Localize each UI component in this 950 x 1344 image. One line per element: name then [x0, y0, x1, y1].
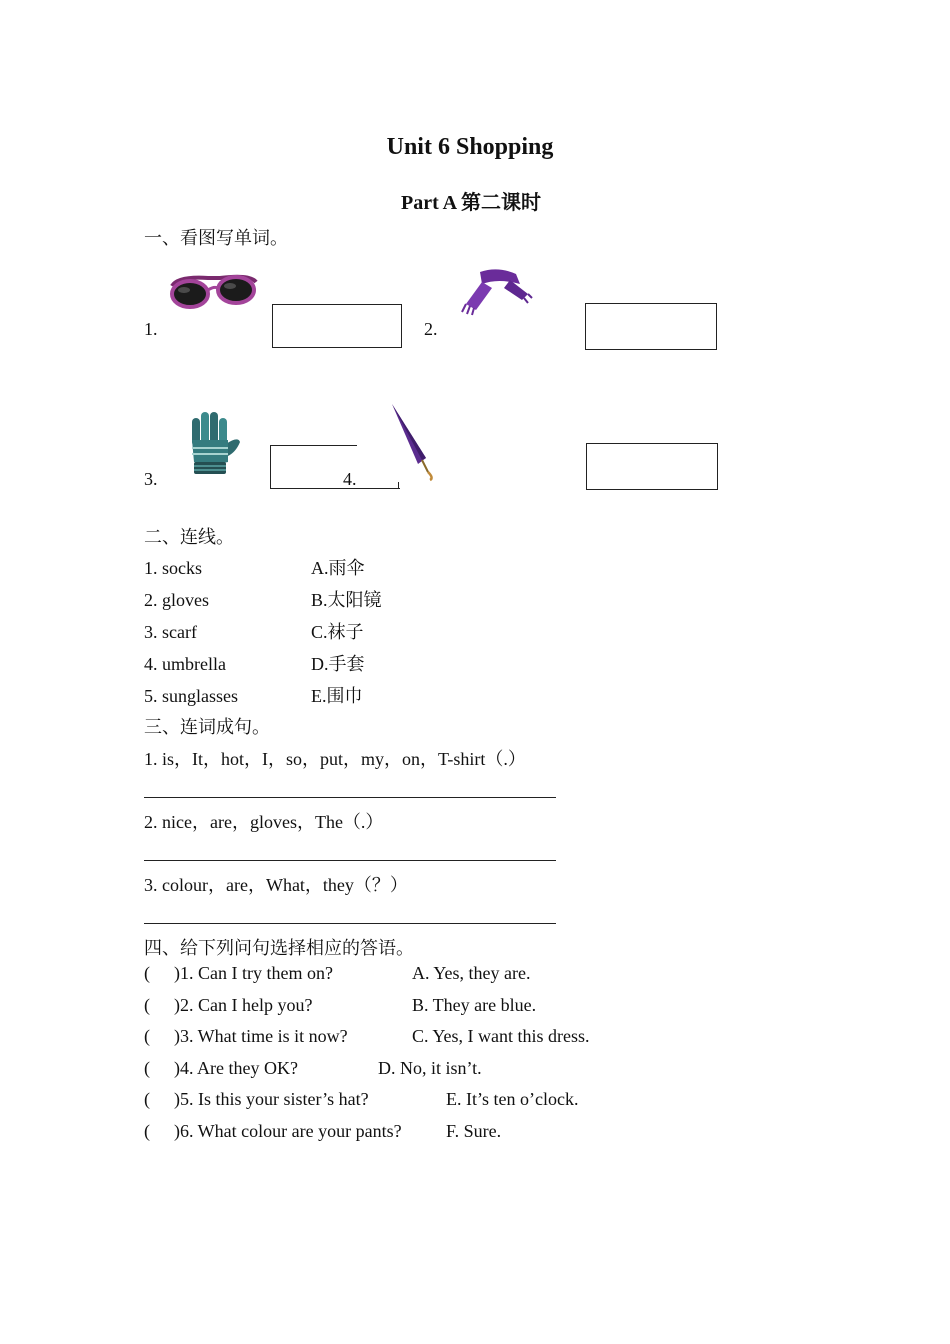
question-6: )6. What colour are your pants? — [174, 1121, 402, 1141]
sunglasses-icon — [168, 266, 260, 314]
sentence-2-answer-line[interactable] — [144, 860, 556, 861]
sentence-2-words: 2. nice，are，gloves，The（.） — [144, 812, 384, 832]
match-left-4: 4. umbrella — [144, 654, 226, 674]
section1-heading: 一、看图写单词。 — [144, 228, 288, 248]
section3-heading: 三、连词成句。 — [144, 717, 270, 737]
answer-a: A. Yes, they are. — [412, 963, 531, 983]
item4-number: 4. — [343, 469, 357, 489]
match-left-3: 3. scarf — [144, 622, 197, 642]
paren-open-6: ( — [144, 1121, 150, 1141]
answer-e: E. It’s ten o’clock. — [446, 1089, 579, 1109]
answer-box-4[interactable] — [586, 443, 718, 490]
sentence-1-answer-line[interactable] — [144, 797, 556, 798]
answer-box-2[interactable] — [585, 303, 717, 350]
paren-open-5: ( — [144, 1089, 150, 1109]
answer-f: F. Sure. — [446, 1121, 502, 1141]
sentence-1-words: 1. is，It，hot，I，so，put，my，on，T-shirt（.） — [144, 749, 526, 769]
answer-box-3[interactable] — [270, 445, 400, 489]
question-4: )4. Are they OK? — [174, 1058, 298, 1078]
question-2: )2. Can I help you? — [174, 995, 313, 1015]
match-right-b: B.太阳镜 — [311, 590, 382, 610]
match-left-5: 5. sunglasses — [144, 686, 238, 706]
item3-number: 3. — [144, 469, 158, 489]
match-left-2: 2. gloves — [144, 590, 209, 610]
item2-number: 2. — [424, 319, 438, 339]
page-title: Unit 6 Shopping — [386, 134, 554, 160]
question-5: )5. Is this your sister’s hat? — [174, 1089, 369, 1109]
match-right-d: D.手套 — [311, 654, 365, 674]
sentence-3-answer-line[interactable] — [144, 923, 556, 924]
item1-number: 1. — [144, 319, 158, 339]
glove-icon — [186, 410, 242, 476]
match-right-c: C.袜子 — [311, 622, 364, 642]
match-right-e: E.围巾 — [311, 686, 363, 706]
scarf-icon — [458, 266, 532, 316]
page-subtitle: Part A 第二课时 — [401, 192, 541, 214]
paren-open-1: ( — [144, 963, 150, 983]
answer-box-1[interactable] — [272, 304, 402, 348]
question-3: )3. What time is it now? — [174, 1026, 348, 1046]
paren-open-2: ( — [144, 995, 150, 1015]
sentence-3-words: 3. colour，are，What，they（？） — [144, 875, 408, 895]
paren-open-4: ( — [144, 1058, 150, 1078]
answer-d: D. No, it isn’t. — [378, 1058, 482, 1078]
match-left-1: 1. socks — [144, 558, 202, 578]
answer-b: B. They are blue. — [412, 995, 537, 1015]
match-right-a: A.雨伞 — [311, 558, 365, 578]
question-1: )1. Can I try them on? — [174, 963, 333, 983]
paren-open-3: ( — [144, 1026, 150, 1046]
section2-heading: 二、连线。 — [144, 527, 234, 547]
umbrella-icon — [390, 402, 440, 480]
answer-c: C. Yes, I want this dress. — [412, 1026, 590, 1046]
section4-heading: 四、给下列问句选择相应的答语。 — [144, 938, 414, 958]
